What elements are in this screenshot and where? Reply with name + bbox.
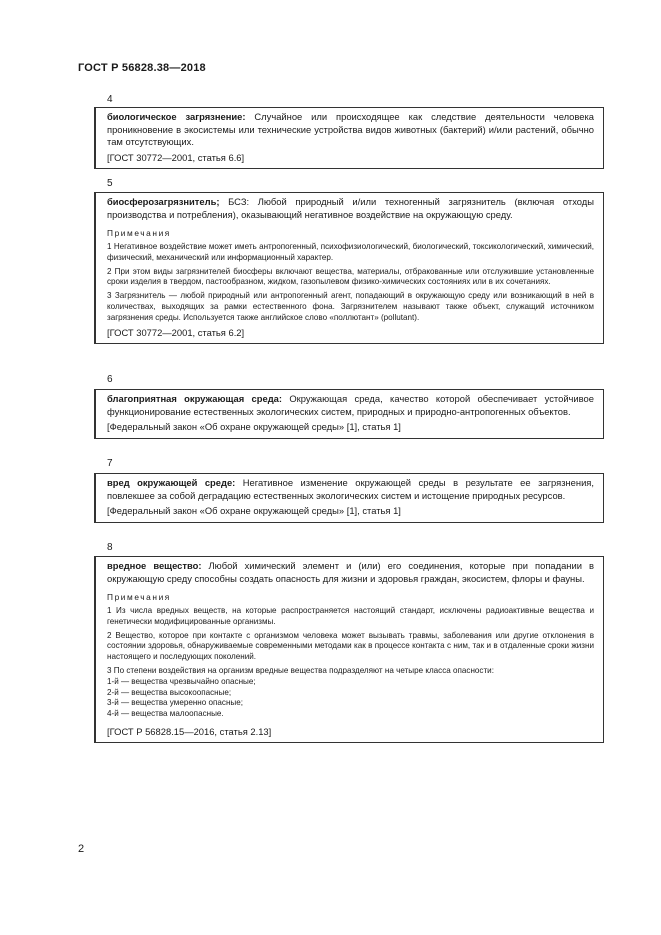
term-entry	[94, 473, 604, 523]
term: биологическое загрязнение:	[107, 111, 246, 122]
source-reference: [Федеральный закон «Об охране окружающей среды» [1], статья 1]	[107, 421, 401, 432]
notes-heading: Примечания	[107, 592, 171, 602]
definition-paragraph	[107, 560, 594, 585]
hazard-class-item: 1-й — вещества чрезвычайно опасные;	[107, 676, 256, 686]
note: 2 При этом виды загрязнителей биосферы включают вещества, материалы, отбракованные или отслужившие установленные сроки изделия в твердом, пастообразном, жидком, газопылевом физико-химических состояниях или в их сочетаниях.	[107, 266, 594, 287]
hazard-class-item: 2-й — вещества высокоопасные;	[107, 687, 232, 697]
source-reference: [ГОСТ 30772—2001, статья 6.2]	[107, 326, 245, 338]
source-reference: [Федеральный закон «Об охране окружающей среды» [1], статья 1]	[107, 505, 401, 516]
entry-number: 8	[107, 542, 113, 553]
note: 3 Загрязнитель — любой природный или антропогенный агент, попадающий в окружающую среду или возникающий в ней в количествах, выходящих за рамки естественного фона. Загрязнителем называют также объект, служащий источником загрязнения среды. Используется также английское слово «поллютант» (pollutant).	[107, 291, 594, 322]
definition-paragraph	[107, 393, 594, 418]
term-entry	[94, 389, 604, 439]
definition-text: Любой химический элемент и (или) его соединения, которые при попадании в окружающую среду способны создать опасность для жизни и здоровья граждан, экосистем, флоры и фауны.	[107, 560, 594, 584]
definition-paragraph	[107, 477, 594, 502]
term-entry	[94, 192, 604, 344]
entry-number: 7	[107, 458, 113, 469]
definition-text: Негативное изменение окружающей среды в результате ее загрязнения, повлекшее за собой деградацию естественных экологических систем и истощение природных ресурсов.	[107, 477, 594, 501]
hazard-class-item: 3-й — вещества умеренно опасные;	[107, 698, 243, 708]
term-entry	[94, 556, 604, 743]
definition-text: Случайное или происходящее как следствие деятельности человека проникновение в экосистемы или технические устройства видов животных (бактерий) и/или растений, обычно там отсутствующих.	[107, 111, 594, 147]
source-reference: [ГОСТ Р 56828.15—2016, статья 2.13]	[107, 725, 272, 737]
term: вредное вещество:	[107, 560, 202, 571]
entry-number: 4	[107, 94, 113, 105]
note: 2 Вещество, которое при контакте с организмом человека может вызывать травмы, заболевания или другие отклонения в состоянии здоровья, обнаруживаемые современными методами как в процессе контакта с ним, так и в отдаленные сроки жизни настоящего и последующих поколений.	[107, 630, 594, 662]
note: 1 Негативное воздействие может иметь антропогенный, психофизиологический, биологический, токсикологический, химический, физический, механический или информационный характер.	[107, 242, 594, 262]
definition-paragraph	[107, 196, 594, 221]
note: 3 По степени воздействия на организм вредные вещества подразделяют на четыре класса опасности:	[107, 665, 494, 675]
document-header: ГОСТ Р 56828.38—2018	[78, 62, 206, 74]
definition-text: БСЗ: Любой природный и/или техногенный загрязнитель (включая отходы производства и потребления), оказывающий негативное воздействие на окружающую среду.	[107, 196, 594, 220]
term: вред окружающей среде:	[107, 477, 236, 488]
source-reference: [ГОСТ 30772—2001, статья 6.6]	[107, 151, 245, 163]
entry-number: 5	[107, 178, 113, 189]
page-number: 2	[78, 843, 85, 855]
definition-text: Окружающая среда, качество которой обеспечивает устойчивое функционирование естественных экологических систем, природных и природно-антропогенных объектов.	[107, 393, 594, 417]
note: 1 Из числа вредных веществ, на которые распространяется настоящий стандарт, исключены радиоактивные вещества и генетически модифицированные организмы.	[107, 606, 594, 626]
entry-number: 6	[107, 374, 113, 385]
hazard-class-item: 4-й — вещества малоопасные.	[107, 709, 224, 719]
term-entry	[94, 107, 604, 169]
term: благоприятная окружающая среда:	[107, 393, 282, 404]
definition-paragraph	[107, 111, 594, 149]
term: биосферозагрязнитель;	[107, 196, 220, 207]
notes-heading: Примечания	[107, 228, 171, 238]
